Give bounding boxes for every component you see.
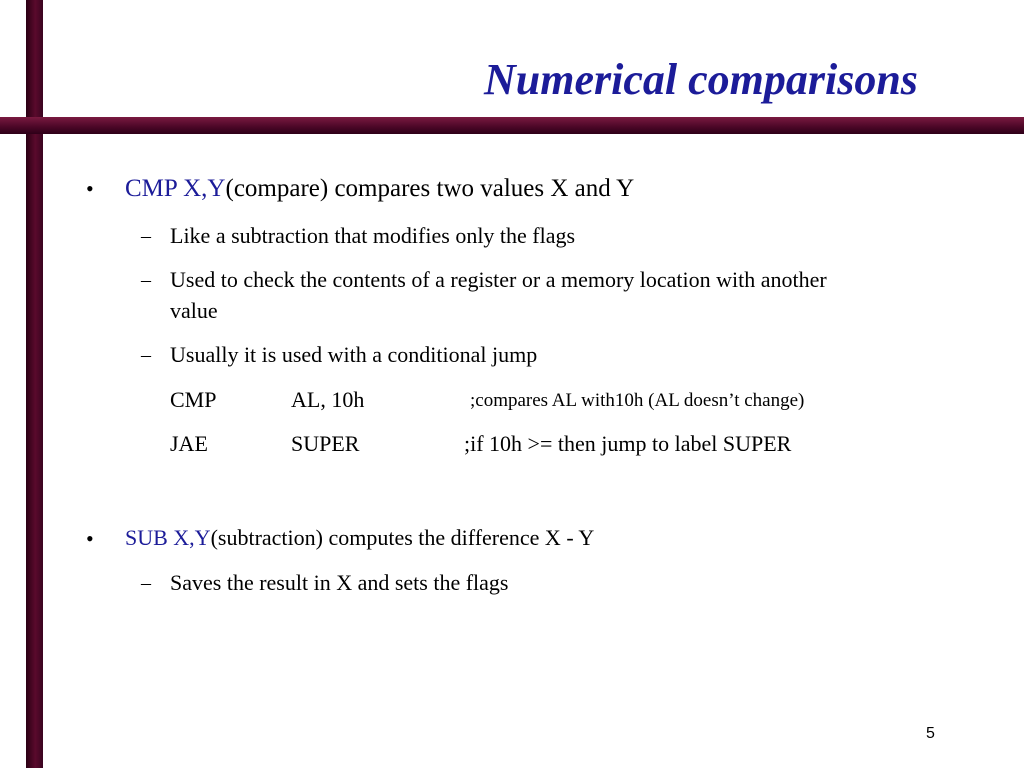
bullet-keyword: CMP X,Y — [125, 175, 226, 202]
subitem-text-line1: Used to check the contents of a register or a memory location with another — [170, 267, 827, 292]
subitem-marker: – — [141, 572, 151, 594]
subitem-text: Usually it is used with a conditional jump — [170, 342, 538, 367]
code-comment: ;if 10h >= then jump to label SUPER — [464, 431, 792, 456]
code-mnemonic: CMP — [170, 387, 217, 412]
subitem-text-line2: value — [170, 298, 218, 323]
code-operand: AL, 10h — [291, 387, 365, 412]
bullet-sub — [125, 527, 594, 549]
subitem-text: Like a subtraction that modifies only the flags — [170, 223, 576, 248]
bullet-text: (compare) compares two values X and Y — [225, 175, 635, 202]
bullet-marker: • — [86, 176, 94, 201]
bullet-keyword: SUB X,Y — [125, 525, 211, 550]
bullet-marker: • — [86, 526, 94, 551]
bullet-cmp — [125, 176, 634, 201]
page-number: 5 — [926, 725, 935, 742]
subitem-marker: – — [141, 225, 151, 247]
slide-title: Numerical comparisons — [484, 55, 918, 104]
code-comment: ;compares AL with10h (AL doesn’t change) — [470, 390, 805, 411]
code-mnemonic: JAE — [170, 431, 208, 456]
subitem-marker: – — [141, 269, 151, 291]
code-operand: SUPER — [291, 431, 360, 456]
bullet-text: (subtraction) computes the difference X - Y — [210, 525, 595, 550]
subitem-marker: – — [141, 344, 151, 366]
subitem-text: Saves the result in X and sets the flags — [170, 570, 509, 595]
